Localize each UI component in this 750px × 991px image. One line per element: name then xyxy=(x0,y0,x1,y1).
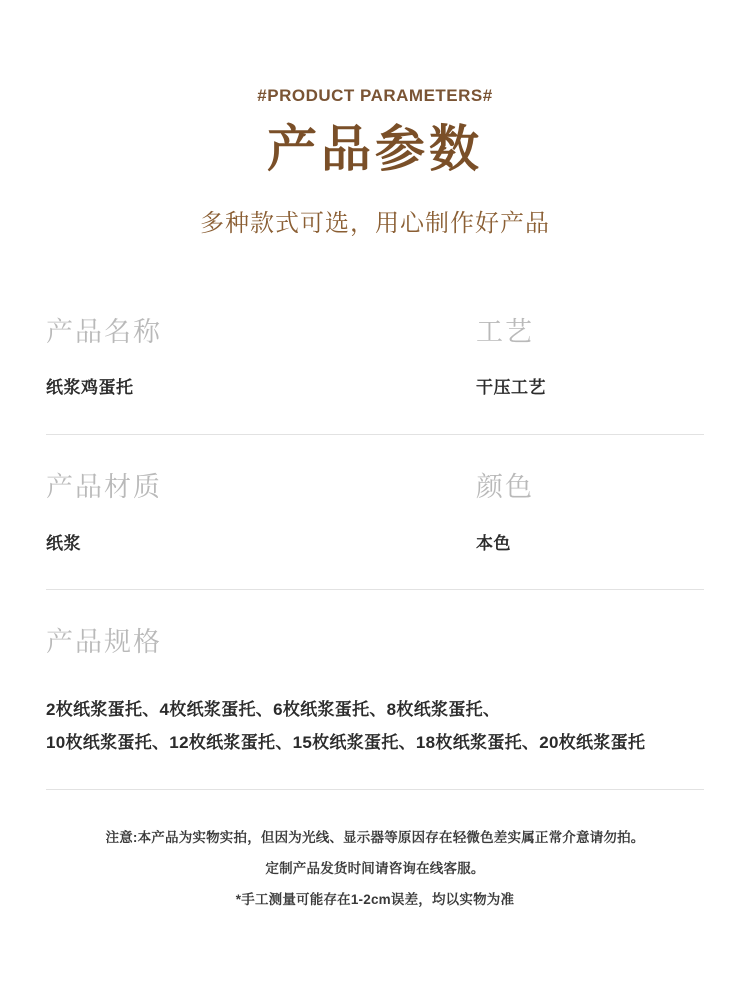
eyebrow-text: #PRODUCT PARAMETERS# xyxy=(257,86,493,105)
spec-value: 纸浆 xyxy=(46,533,81,553)
footer-notes xyxy=(0,822,750,915)
spec-row-specifications xyxy=(46,626,704,790)
spec-row xyxy=(46,316,704,435)
note-line-3: *手工测量可能存在1-2cm误差，均以实物为准 xyxy=(235,892,515,908)
page-header xyxy=(0,0,750,238)
spec-cell-material xyxy=(46,471,476,555)
spec-value-line-2: 10枚纸浆蛋托、12枚纸浆蛋托、15枚纸浆蛋托、18枚纸浆蛋托、20枚纸浆蛋托 xyxy=(46,732,646,752)
spec-cell-color xyxy=(476,471,704,555)
note-line-2: 定制产品发货时间请咨询在线客服。 xyxy=(265,861,485,877)
spec-value: 纸浆鸡蛋托 xyxy=(46,378,134,398)
spec-cell-craft xyxy=(476,316,704,400)
spec-value: 本色 xyxy=(476,533,511,553)
spec-label: 工艺 xyxy=(476,317,534,347)
spec-label: 产品名称 xyxy=(46,317,162,347)
spec-cell-product-name xyxy=(46,316,476,400)
spec-row xyxy=(46,471,704,590)
page-title: 产品参数 xyxy=(267,121,483,177)
spec-value-line-1: 2枚纸浆蛋托、4枚纸浆蛋托、6枚纸浆蛋托、8枚纸浆蛋托、 xyxy=(46,699,501,719)
spec-label: 产品规格 xyxy=(46,627,162,658)
page-subtitle: 多种款式可选，用心制作好产品 xyxy=(200,210,550,237)
spec-label: 产品材质 xyxy=(46,472,162,503)
spec-label: 颜色 xyxy=(476,472,534,503)
spec-value: 干压工艺 xyxy=(476,378,546,398)
spec-table xyxy=(0,316,750,790)
note-line-1: 注意:本产品为实物实拍，但因为光线、显示器等原因存在轻微色差实属正常介意请勿拍。 xyxy=(105,830,645,846)
